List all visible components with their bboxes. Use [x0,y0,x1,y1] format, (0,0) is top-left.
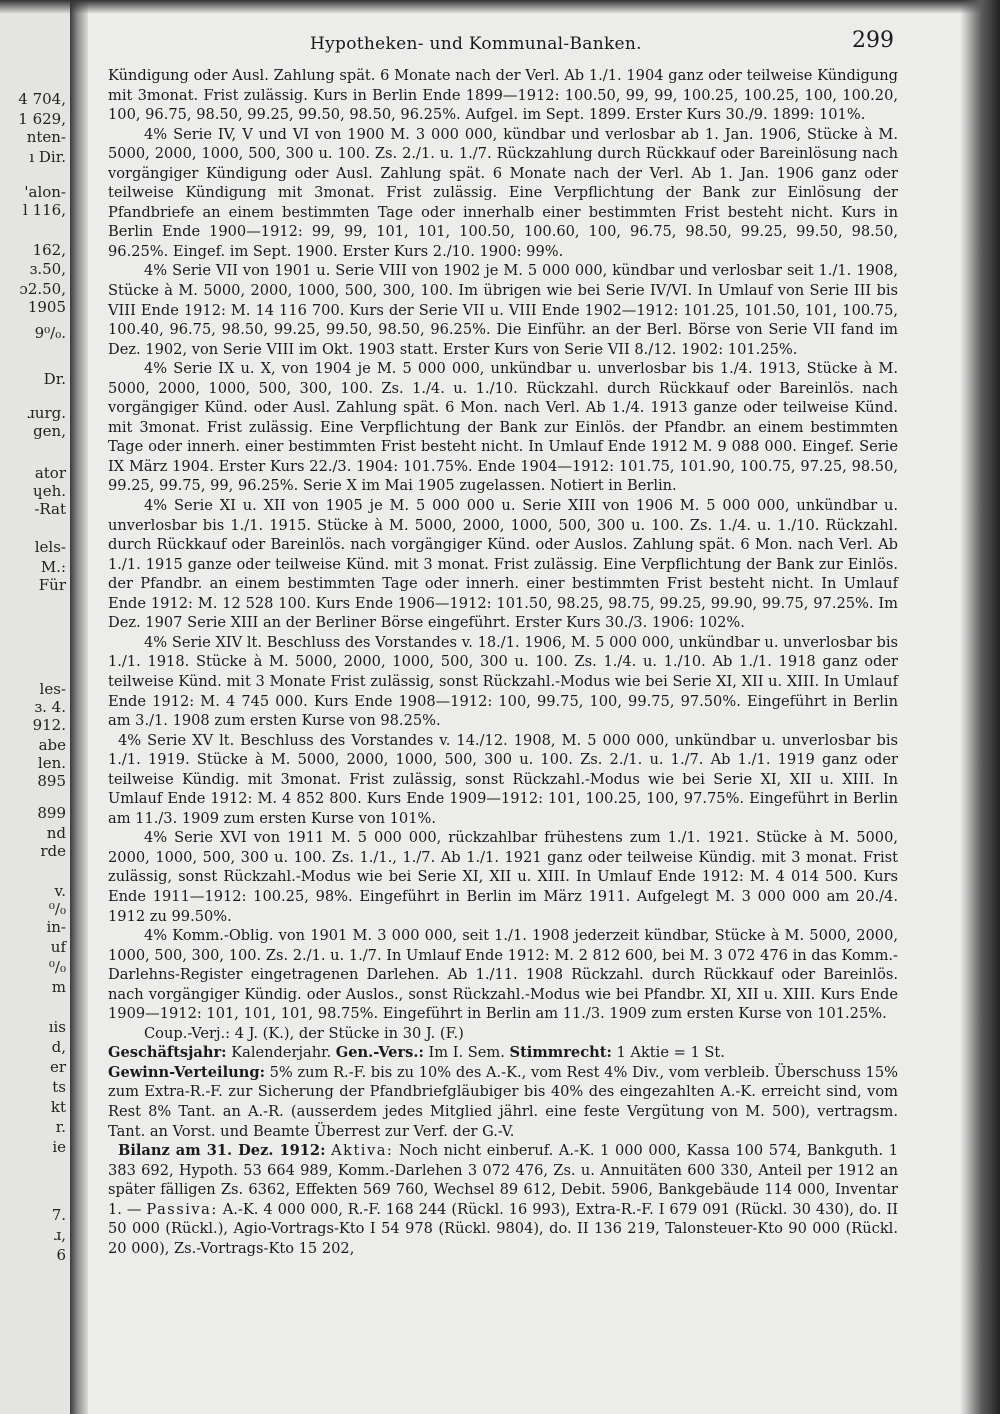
margin-fragment: ɜ.50, [29,260,66,278]
paragraph-coupon: Coup.-Verj.: 4 J. (K.), der Stücke in 30 J. (F.) [144,1024,464,1042]
geschaeftsjahr-value: Kalenderjahr. [231,1044,332,1062]
stimmrecht-value: 1 Aktie = 1 St. [616,1044,725,1062]
margin-fragment: l 116, [23,201,66,219]
margin-fragment: ɜ. 4. [34,698,66,716]
margin-fragment: uf [50,938,66,956]
paragraph-7: 4% Serie XV lt. Beschluss des Vorstandes v. 14./12. 1908, M. 5 000 000, unkündbar u. unverlosbar bis 1./1. 1919. Stücke à M. 5000, 2000, 1000, 500, 300 u. 100. Zs. 2./1. u. 1./7. Ab 1./1. 1919 ganz oder teilweise Kündig. mit 3monat. Frist zulässig, sonst Rückzahl.-Modus wie bei Serie XI, XII u. XIII. In Umlauf Ende 1912: M. 4 852 800. Kurs Ende 1909—1912: 101, 100.25, 100, 97.75%. Eingeführt in Berlin am 11./3. 1909 zum ersten Kurse von 101%. [108,731,898,827]
paragraph-3: 4% Serie VII von 1901 u. Serie VIII von 1902 je M. 5 000 000, kündbar und verlosbar seit 1./1. 1908, Stücke à M. 5000, 2000, 1000, 500, 300, 100. Im übrigen wie bei Serie IV/VI. In Umlauf von Serie III bis VIII Ende 1912: M. 14 116 700. Kurs der Serie VII u. VIII Ende 1902—1912: 101.25, 101.50, 101, 100.75, 100.40, 96.75, 98.50, 99.25, 99.50, 98.50, 96.25%. Die Einführ. an der Berl. Börse von Serie VII fand im Dez. 1902, von Serie VIII im Okt. 1903 statt. Erster Kurs von Serie VII 8./12. 1902: 101.25%. [108,262,898,358]
margin-fragment: 1 629, [18,110,66,128]
paragraph-1: Kündigung oder Ausl. Zahlung spät. 6 Monate nach der Verl. Ab 1./1. 1904 ganz oder teilweise Kündigung mit 3monat. Frist zulässig. Kurs in Berlin Ende 1899—1912: 100.50, 99, 99, 100.25, 100.25, 100, 100.20, 100, 96.75, 98.50, 99.25, 99.50, 98.50, 96.25%. Aufgel. im Sept. 1899. Erster Kurs 30./9. 1899: 101%. [108,67,898,124]
paragraph-5: 4% Serie XI u. XII von 1905 je M. 5 000 000 u. Serie XIII von 1906 M. 5 000 000, unkündbar u. unverlosbar bis 1./1. 1915. Stücke à M. 5000, 2000, 1000, 500, 300 u. 100. Zs. 1./4. u. 1./10. Rückzahl. durch Rückkauf oder Bareinlös. nach vorgängiger Künd. oder Auslos. Zahlung spät. 6 Mon. nach Verl. Ab 1./1. 1915 ganze oder teilweise Künd. mit 3 monat. Frist zulässig. Eine Verpflichtung der Bank zur Einlös. der Pfandbr. an einem bestimmten Tage oder innerh. einer bestimmten Frist besteht nicht. In Umlauf Ende 1912: M. 12 528 100. Kurs Ende 1906—1912: 101.50, 98.25, 98.75, 99.25, 99.90, 99.75, 97.25%. Im Dez. 1907 Serie XIII an der Berliner Börse eingeführt. Erster Kurs 30./3. 1906: 102%. [108,497,898,632]
margin-fragment: -Rat [34,500,66,518]
margin-fragment: 1905 [27,298,66,316]
margin-fragment: 4 704, [18,90,66,108]
passiva-text: A.-K. 4 000 000, R.-F. 168 244 (Rückl. 16 993), Extra-R.-F. I 679 091 (Rückl. 30 430), do. II 50 000 (Rückl.), Agio-Vortrags-Kto I 54 978 (Rückl. 9804), do. II 136 219, Talonsteuer-Kto 90 000 (Rückl. 20 000), Zs.-Vortrags-Kto 15 202, [108,1200,898,1257]
gewinn-verteilung-label: Gewinn-Verteilung: [108,1063,265,1081]
margin-fragment: gen, [33,422,66,440]
book-gutter [70,0,88,1414]
page-body [108,66,898,1258]
margin-fragment: les- [39,680,66,698]
geschaeftsjahr-line [108,1043,898,1063]
running-header [100,28,900,58]
aktiva-text: Noch nicht einberuf. A.-K. 1 000 000, Kassa 100 574, Bankguth. 1 383 692, Hypoth. 53 664 989, Komm.-Darlehen 3 072 476, Zs. u. Annuitäten 600 330, Anteil per 1912 an später fälligen Zs. 6362, Effekten 569 760, Wechsel 89 612, Debit. 5906, Bankgebäude 114 000, Inventar 1. — [108,1142,899,1218]
margin-fragment: 899 [37,804,66,822]
margin-fragment: ts [52,1078,66,1096]
margin-fragment: nd [46,824,66,842]
margin-fragment: nten- [26,128,66,146]
gen-vers-value: Im I. Sem. [428,1044,505,1062]
paragraph-4: 4% Serie IX u. X, von 1904 je M. 5 000 000, unkündbar u. unverlosbar bis 1./4. 1913, Stücke à M. 5000, 2000, 1000, 500, 300, 100. Zs. 1./4. u. 1./10. Rückzahl. durch Rückkauf oder Bareinlös. nach vorgängiger Künd. oder Ausl. Zahlung spät. 6 Mon. nach Verl. Ab 1./4. 1913 ganze oder teilweise Künd. mit 3monat. Frist zulässig. Eine Verpflichtung der Bank zur Einlös. der Pfandbr. an einem bestimmten Tage oder innerh. einer bestimmten Frist besteht nicht. In Umlauf Ende 1912 M. 9 088 000. Eingef. Serie IX März 1904. Erster Kurs 22./3. 1904: 101.75%. Ende 1904—1912: 101.75, 101.90, 100.75, 97.25, 98.50, 99.25, 99.75, 99, 96.25%. Serie X im Mai 1905 zugelassen. Notiert in Berlin. [108,360,898,495]
paragraph-8: 4% Serie XVI von 1911 M. 5 000 000, rückzahlbar frühestens zum 1./1. 1921. Stücke à M. 5000, 2000, 1000, 500, 300 u. 100. Zs. 1./1., 1./7. Ab 1./1. 1921 ganz oder teilweise Kündig. mit 3 monat. Frist zulässig, sonst Rückzahl.-Modus wie bei Serie XI, XII u. XIII. In Umlauf Ende 1912: M. 4 014 500. Kurs Ende 1911—1912: 100.25, 98%. Eingeführt in Berlin im März 1911. Aufgelegt M. 3 000 000 am 20./4. 1912 zu 99.50%. [108,829,898,925]
margin-fragment: ator [34,464,66,482]
margin-fragment: r. [55,1118,66,1136]
margin-fragment: 912. [32,716,66,734]
margin-fragment: 9⁰/₀. [34,324,66,342]
margin-fragment: len. [37,754,66,772]
paragraph-6: 4% Serie XIV lt. Beschluss des Vorstandes v. 18./1. 1906, M. 5 000 000, unkündbar u. unverlosbar bis 1./1. 1918. Stücke à M. 5000, 2000, 1000, 500, 300 u. 100. Zs. 1./4. u. 1./10. Ab 1./1. 1918 ganz oder teilweise Künd. mit 3 Monate Frist zulässig, sonst Rückzahl.-Modus wie bei Serie XI, XII u. XIII. In Umlauf Ende 1912: M. 4 745 000. Kurs Ende 1908—1912: 100, 99.75, 100, 99.75, 97.50%. Eingeführt in Berlin am 3./1. 1908 zum ersten Kurse von 98.25%. [108,633,898,730]
paragraph-2: 4% Serie IV, V und VI von 1900 M. 3 000 000, kündbar und verlosbar ab 1. Jan. 1906, Stücke à M. 5000, 2000, 1000, 500, 300 u. 100. Zs. 2./1. u. 1./7. Rückzahlung durch Rückkauf oder Bareinlösung nach vorgängiger Kündigung oder Ausl. Zahlung spät. 6 Monate nach der Verl. Ab 1. Jan. 1906 ganz oder teilweise Kündigung mit 3monat. Frist zulässig. Eine Verpflichtung der Bank zur Einlösung der Pfandbriefe an einem bestimmten Tage oder innerhalb einer bestimmten Frist besteht nicht. Kurs in Berlin Ende 1900—1912: 99, 99, 101, 101, 100.50, 100.60, 100, 96.75, 98.50, 99.25, 99.50, 98.50, 96.25%. Eingef. im Sept. 1900. Erster Kurs 2./10. 1900: 99%. [108,125,898,260]
margin-fragment: rde [40,842,66,860]
page-top-edge [0,0,1000,14]
geschaeftsjahr-label: Geschäftsjahr: [108,1044,227,1062]
margin-fragment: ⁰/₀ [48,958,66,976]
stimmrecht-label: Stimmrecht: [509,1044,612,1062]
margin-fragment: v. [54,882,66,900]
bilanz-label: Bilanz am 31. Dez. 1912: [118,1142,326,1160]
margin-fragment: 162, [32,241,66,259]
margin-fragment: Dr. [43,370,66,388]
margin-fragment: M.: [40,558,66,576]
margin-fragment: abe [38,736,66,754]
margin-fragment: ɥeh. [33,482,66,500]
passiva-label: Passiva: [146,1200,218,1218]
margin-fragment: kt [50,1098,66,1116]
margin-fragment: m [51,978,66,996]
margin-fragment: ıis [48,1018,66,1036]
gen-vers-label: Gen.-Vers.: [335,1044,424,1062]
margin-fragment: 895 [37,772,66,790]
aktiva-label: Aktiva: [331,1142,394,1160]
margin-fragment: ie [52,1138,66,1156]
margin-fragment: 'alon- [24,183,66,201]
margin-fragment: in- [46,918,66,936]
header-title: Hypotheken- und Kommunal-Banken. [310,34,642,54]
gewinn-verteilung-text: 5% zum R.-F. bis zu 10% des A.-K., vom Rest 4% Div., vom verbleib. Überschuss 15% zum Extra-R.-F. zur Sicherung der Pfandbriefgläubiger bis 40% des eingezahlten A.-K. erreicht sind, vom Rest 8% Tant. an A.-R. (ausserdem jedes Mitglied jährl. eine feste Vergütung von M. 500), vertragsm. Tant. an Vorst. und Beamte Überrest zur Verf. der G.-V. [108,1063,898,1140]
margin-fragment: ɹ, [53,1226,66,1244]
margin-fragment: 7. [51,1206,66,1224]
margin-fragment: d, [51,1038,66,1056]
margin-fragment: ɔ2.50, [19,280,66,298]
margin-fragment: 6 [56,1246,66,1264]
page-number: 299 [852,28,894,53]
margin-fragment: ⁰/₀ [48,900,66,918]
margin-fragment: lels- [34,538,66,556]
bilanz [108,1141,898,1258]
page-right-edge [960,0,1000,1414]
margin-fragment: Für [38,576,66,594]
paragraph-9: 4% Komm.-Oblig. von 1901 M. 3 000 000, seit 1./1. 1908 jederzeit kündbar, Stücke à M. 5000, 2000, 1000, 500, 300, 100. Zs. 2./1. u. 1./7. In Umlauf Ende 1912: M. 2 812 600, bei M. 3 072 476 in das Komm.-Darlehns-Register eingetragenen Darlehen. Ab 1./11. 1908 Rückzahl. durch Rückkauf oder Bareinlös. nach vorgängiger Kündig. oder Auslos., sonst Rückzahl.-Modus wie bei Pfandbr. XI, XII u. XIII. Kurs Ende 1909—1912: 101, 101, 101, 98.75%. Eingeführt in Berlin am 11./3. 1909 zum ersten Kurse von 101.25%. [108,927,898,1023]
adjacent-page-margin [0,0,70,1414]
gewinn-verteilung [108,1063,898,1141]
margin-fragment: er [49,1058,66,1076]
margin-fragment: ɹurg. [27,404,66,422]
margin-fragment: ı Dir. [29,148,66,166]
